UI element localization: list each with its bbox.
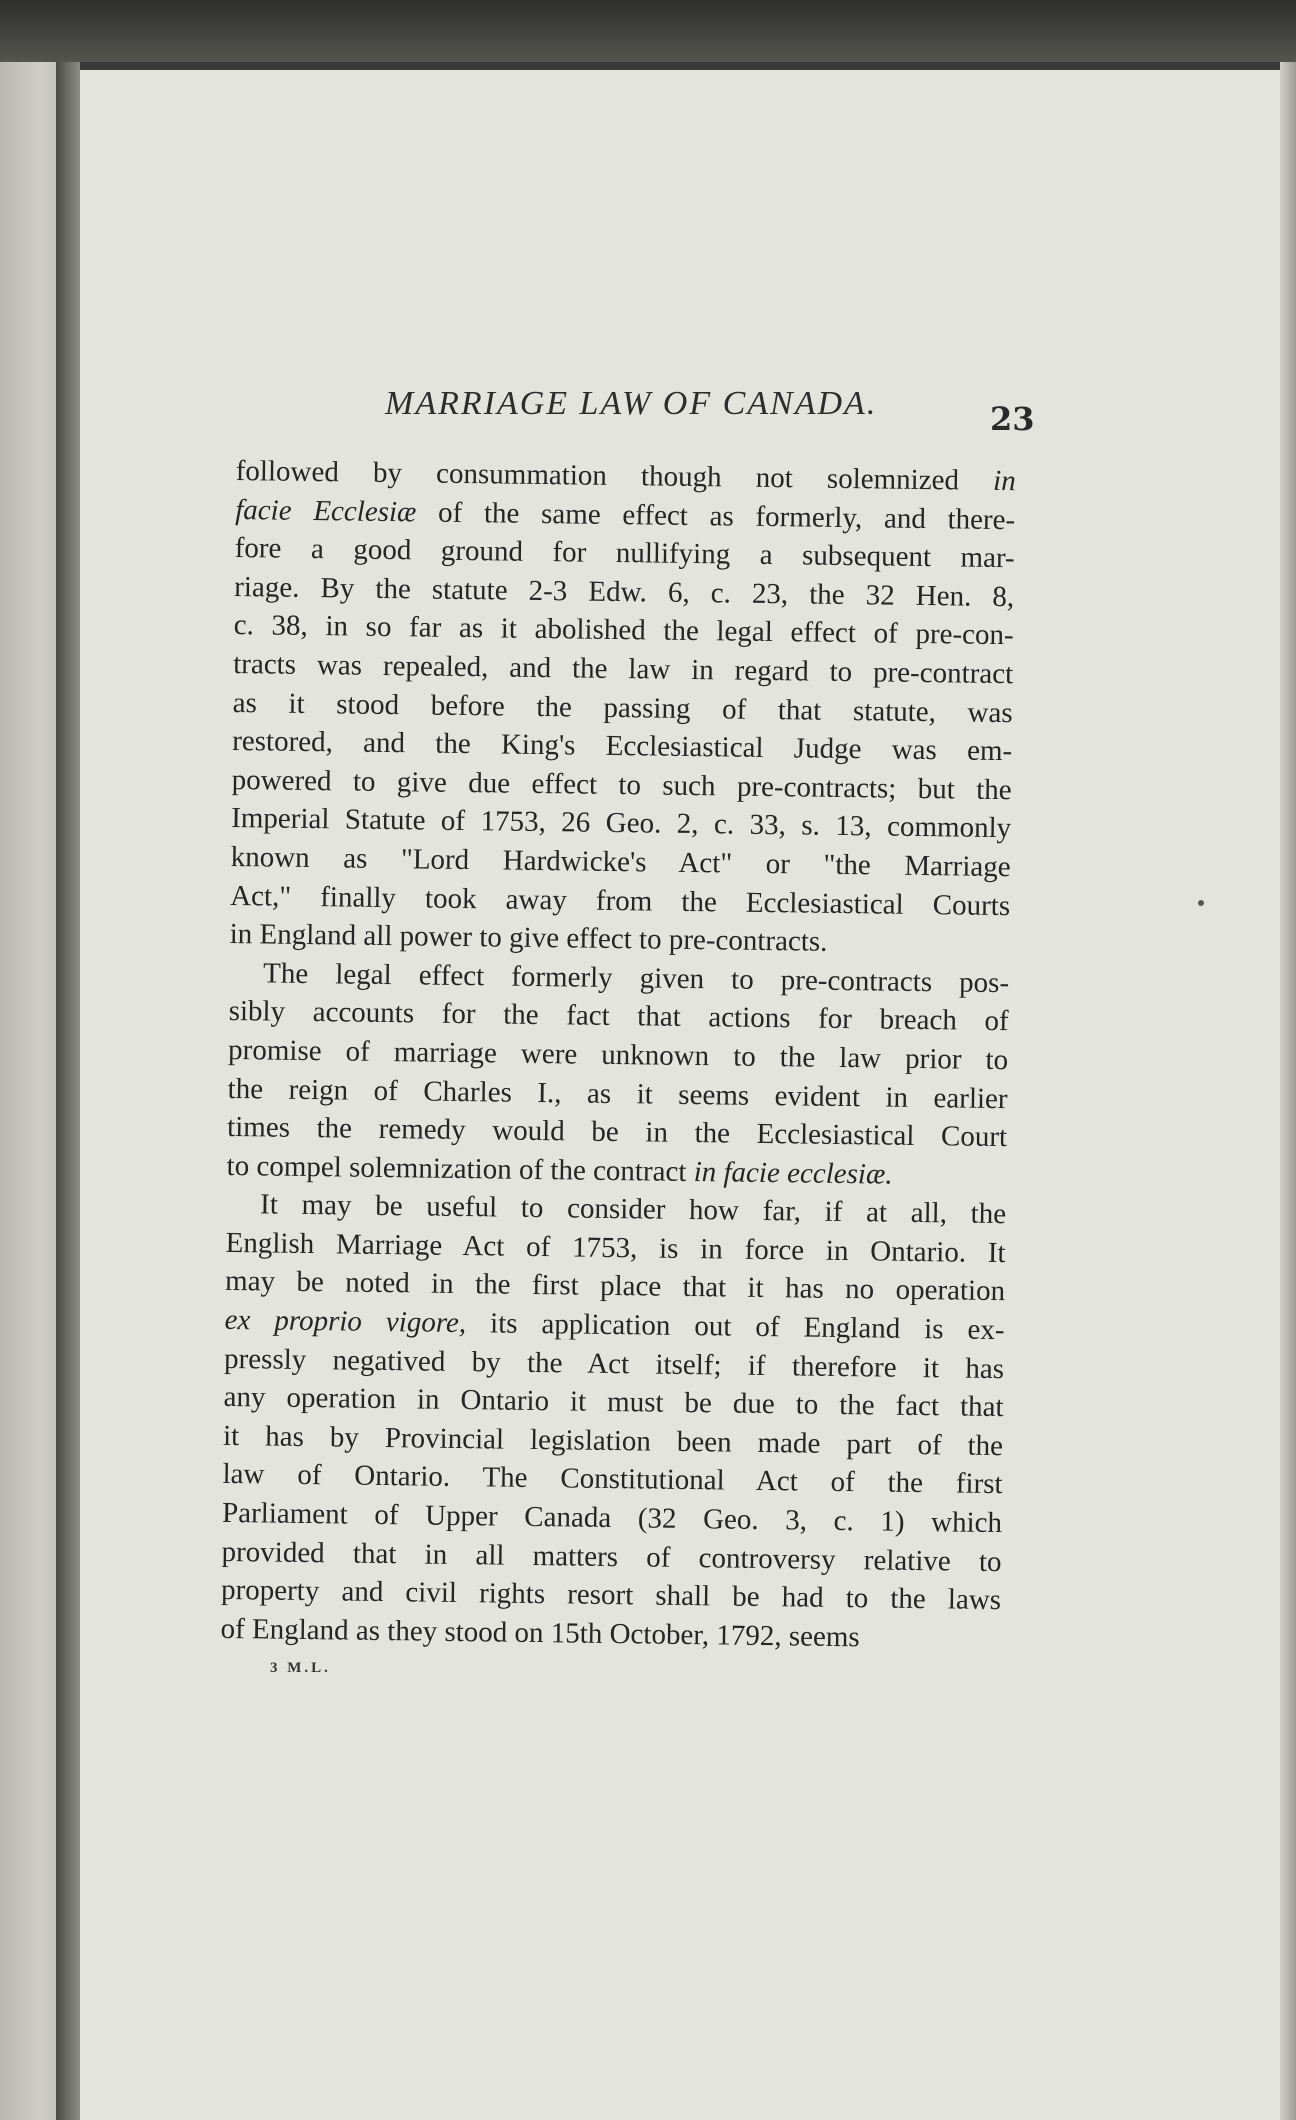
text-run: known as "Lord Hardwicke's Act" or "the Marriage xyxy=(230,840,1011,884)
text-run: property and civil rights resort shall be had to the laws xyxy=(220,1574,1002,1617)
paragraph xyxy=(226,954,1009,1196)
text-run: to compel solemnization of the contract xyxy=(226,1149,694,1188)
italic-text: in xyxy=(992,464,1016,498)
text-run: followed by consummation though not solemnized xyxy=(235,454,994,497)
italic-text: facie Ecclesiæ xyxy=(235,493,417,528)
signature-mark: 3 M.L. xyxy=(270,1660,331,1676)
text-run: tracts was repealed, and the law in regard to pre-contract xyxy=(233,647,1014,691)
text-run: of the same effect as formerly, and there- xyxy=(416,495,1016,536)
italic-text: ex proprio vigore, xyxy=(224,1303,467,1340)
text-run: sibly accounts for the fact that actions for breach of xyxy=(228,995,1009,1038)
paragraph xyxy=(220,1185,1006,1658)
text-run: riage. By the statute 2-3 Edw. 6, c. 23, the 32 Hen. 8, xyxy=(234,570,1015,613)
text-run: the reign of Charles I., as it seems evident in earlier xyxy=(227,1072,1008,1115)
text-run: English Marriage Act of 1753, is in force in Ontario. It xyxy=(225,1226,1006,1270)
text-run: pressly negatived by the Act itself; if therefore it has xyxy=(223,1342,1005,1385)
text-run: Imperial Statute of 1753, 26 Geo. 2, c. 33, s. 13, commonly xyxy=(230,802,1012,845)
text-run: as it stood before the passing of that statute, was xyxy=(232,686,1013,729)
text-run: its application out of England is ex- xyxy=(465,1307,1005,1347)
margin-speck xyxy=(1198,900,1204,906)
paragraph xyxy=(229,452,1016,964)
text-run: of England as they stood on 15th October, 1792, seems xyxy=(220,1612,860,1654)
italic-text: in facie ecclesiæ. xyxy=(693,1155,893,1191)
text-run: it has by Provincial legislation been made part of the xyxy=(222,1419,1004,1462)
text-run: Act," finally took away from the Ecclesiastical Courts xyxy=(229,879,1011,922)
page-number: 23 xyxy=(990,400,1035,438)
text-run: c. 38, in so far as it abolished the legal effect of pre-con- xyxy=(233,609,1014,652)
text-run: promise of marriage were unknown to the law prior to xyxy=(227,1033,1009,1077)
text-run: any operation in Ontario it must be due to the fact that xyxy=(223,1381,1004,1424)
text-run: fore a good ground for nullifying a subsequent mar- xyxy=(234,532,1015,575)
book-gutter xyxy=(56,62,80,2120)
text-run: The legal effect formerly given to pre-contracts pos- xyxy=(262,957,1010,999)
text-run: Parliament of Upper Canada (32 Geo. 3, c. 1) which xyxy=(221,1496,1003,1540)
body-text xyxy=(220,452,1016,1659)
page-edge-right xyxy=(1280,62,1296,2120)
text-run: may be noted in the first place that it has no operation xyxy=(224,1265,1006,1308)
text-run: law of Ontario. The Constitutional Act of the first xyxy=(222,1458,1003,1501)
text-run: times the remedy would be in the Ecclesiastical Court xyxy=(226,1111,1008,1154)
text-run: provided that in all matters of controversy relative to xyxy=(221,1535,1002,1578)
running-header: MARRIAGE LAW OF CANADA. xyxy=(385,385,878,422)
text-run: restored, and the King's Ecclesiastical Judge was em- xyxy=(232,725,1013,768)
text-run: powered to give due effect to such pre-contracts; but the xyxy=(231,763,1012,806)
scan-top-border xyxy=(0,0,1296,62)
text-run: in England all power to give effect to pre-contracts. xyxy=(229,918,828,958)
text-run: It may be useful to consider how far, if at all, the xyxy=(259,1188,1007,1231)
